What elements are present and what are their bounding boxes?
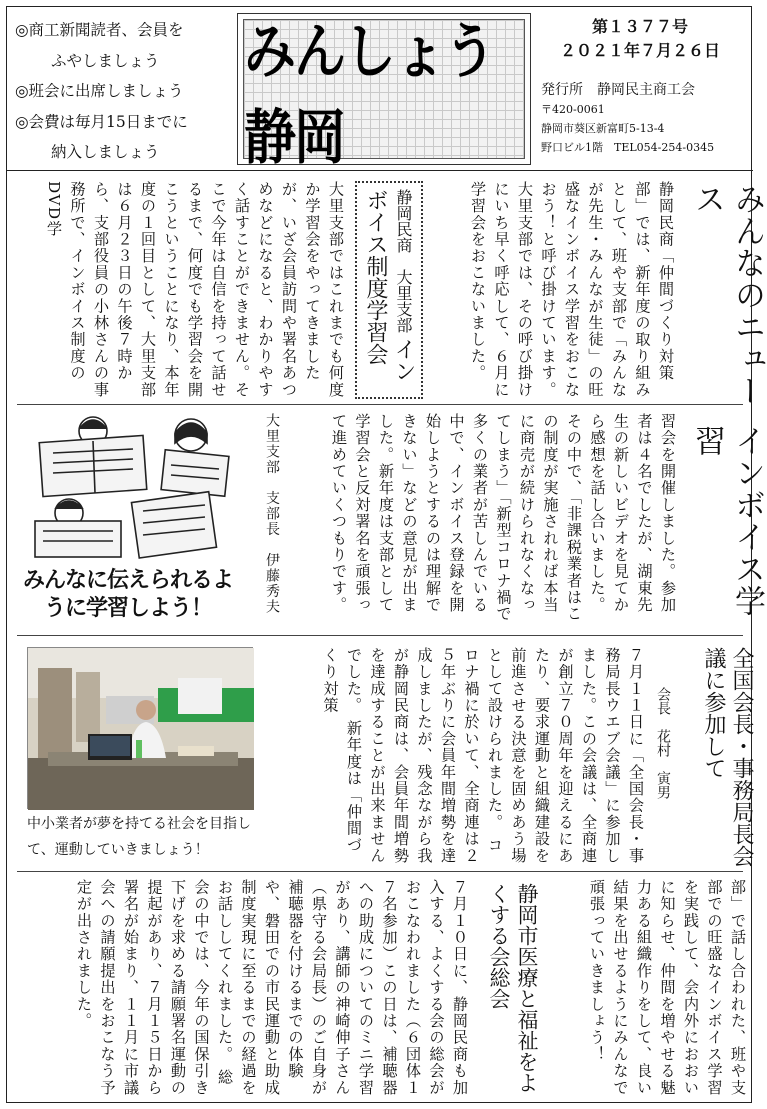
- article1-col3: 大里支部ではこれまでも何度か学習会をやってきましたが、いざ会員訪問や署名あつめなどになると、わかりやすく話すことができません。そこで今年は自信を持って話せるまで、何度でも学習会を開こうということになり、本年度の１回目として、大里支部は６月２３日の午後７時から、支部役員の小林さんの事務所で、インボイス制度のDVD学: [45, 181, 345, 399]
- headline-invoice: インボイス学習: [689, 425, 765, 617]
- slogans: [15, 15, 237, 168]
- article1-signature: 大里支部 支部長 伊藤秀夫: [264, 413, 280, 615]
- article3-body: [37, 879, 471, 1097]
- box-heading-title: インボイス制度学習会: [363, 189, 416, 383]
- article2-continuation: 部」で話し合われた、班や支部での旺盛なインボイス学習を実践して、会内外におおいに知らせ、仲間を増やせる魅力ある組織作りをして、良い結果を出せるようにみんなで頑張っていきましょう！: [588, 879, 747, 1097]
- divider-2: [17, 635, 743, 636]
- illustration-caption: みんなに伝えられるように学習しよう！: [22, 568, 233, 621]
- issue-number: 第１３７７号: [591, 17, 688, 36]
- meeting-photo: [27, 647, 253, 809]
- photo-caption: 中小業者が夢を持てる社会を目指して、運動していきましょう！: [27, 816, 251, 858]
- article2-col2-text: コロナ禍に於いて、全商連は２５年ぶりに会員年間増勢を達成しましたが、残念ながら我が静岡民商は、会員年間増勢を達成することが出来ませんでした。: [345, 647, 504, 865]
- meeting-photo-image: [28, 648, 254, 810]
- logo-frame: [237, 13, 531, 173]
- article3-headline: 静岡市医療と福祉をよくする会総会: [487, 883, 539, 1093]
- postal-code: 〒420-0061: [541, 103, 605, 116]
- slogan-2: ◎班会に出席しましょう: [15, 82, 184, 100]
- issue-date: ２０２１年７月２６日: [559, 41, 720, 60]
- publisher-name: 発行所 静岡民主商工会: [541, 82, 695, 98]
- divider-3: [17, 871, 743, 872]
- article2-col1-text: ７月１１日に「全国会長・事務局長ウエブ会議」に参加しました。この会議は、全商連が創立７０周年を迎えるにあたり、要求運動と組織建設を前進させる決意を固めあう場として設けられました。: [486, 647, 645, 865]
- article3-body1-text: ７月１０日に、静岡民商も加入する、よくする会の総会がおこなわれました（６団体１７名参加）この日は、補聴器への助成についてのミニ学習があり、講師の神崎伸子さん（県守る会局長）のご自身が補聴器を付けるまでの体験や、磐田での市民運動と助成制度実現に至るまでの経過をお話ししてくれました。: [216, 879, 469, 1097]
- article1-col1: [437, 181, 677, 399]
- article1-col4: 習会を開催しました。参加者は４名でしたが、湖東先生の新しいビデオを見てから感想を話し合いました。その中で、「非課税業者はこの制度が実施されれば本当に商売が続けられなくなってしまう」「新型コロナ禍で多くの業者が苦しんでいる中で、インボイス登録を開始しようとするのは理解できない」などの意見が出ました。新年度は支部として学習会と反対署名を頑張って進めていくつもりです。: [330, 413, 677, 623]
- slogan-3-cont: 納入しましょう: [51, 143, 160, 161]
- issue-info: [533, 15, 747, 63]
- article1-col2-text: 大里支部では、その呼び掛けにいち早く呼応して、６月に学習会をおこないました。: [469, 181, 534, 399]
- newspaper-logo: みんしょう静岡: [244, 17, 495, 173]
- article2-body: [259, 647, 647, 865]
- reading-people-illustration: [23, 409, 235, 559]
- newspaper-page: [6, 6, 765, 1103]
- slogan-1-cont: ふやしましょう: [51, 51, 160, 70]
- article2-headline: 全国会長・事務局長会議に参加して: [701, 647, 754, 867]
- box-heading-branch: 静岡民商 大里支部: [394, 189, 413, 333]
- address: 静岡市葵区新富町5-13-4: [541, 122, 665, 135]
- slogan-1: ◎商工新聞読者、会員を: [15, 21, 184, 39]
- article2-byline: 会長 花村 寅男: [655, 687, 671, 799]
- building-tel: 野口ビル1階 TEL054-254-0345: [541, 141, 715, 154]
- slogan-3: ◎会費は毎月15日までに: [15, 112, 188, 131]
- article3-body2-text: 総会の中では、今年の国保引き下げを求める請願署名運動の提起があり、７月１５日から署名が始まり、１１月に市議会への請願提出をおこなう予定が出されました。: [75, 879, 234, 1097]
- headline-news: みんなのニュース: [689, 183, 765, 407]
- logo-background: [243, 17, 525, 173]
- divider-1: [17, 404, 743, 405]
- masthead: [7, 7, 753, 171]
- article1-col1-text: 静岡民商「仲間づくり対策部」では、新年度の取り組みとして、班や支部で「みんなが先生・みんなが生徒」の旺盛なインボイス学習をおこなおう！と呼び掛けています。: [539, 181, 675, 399]
- publisher-info: [541, 81, 751, 157]
- article2-col3-text: 新年度は「仲間づくり対策: [321, 647, 363, 854]
- article1-box-heading: [355, 181, 423, 399]
